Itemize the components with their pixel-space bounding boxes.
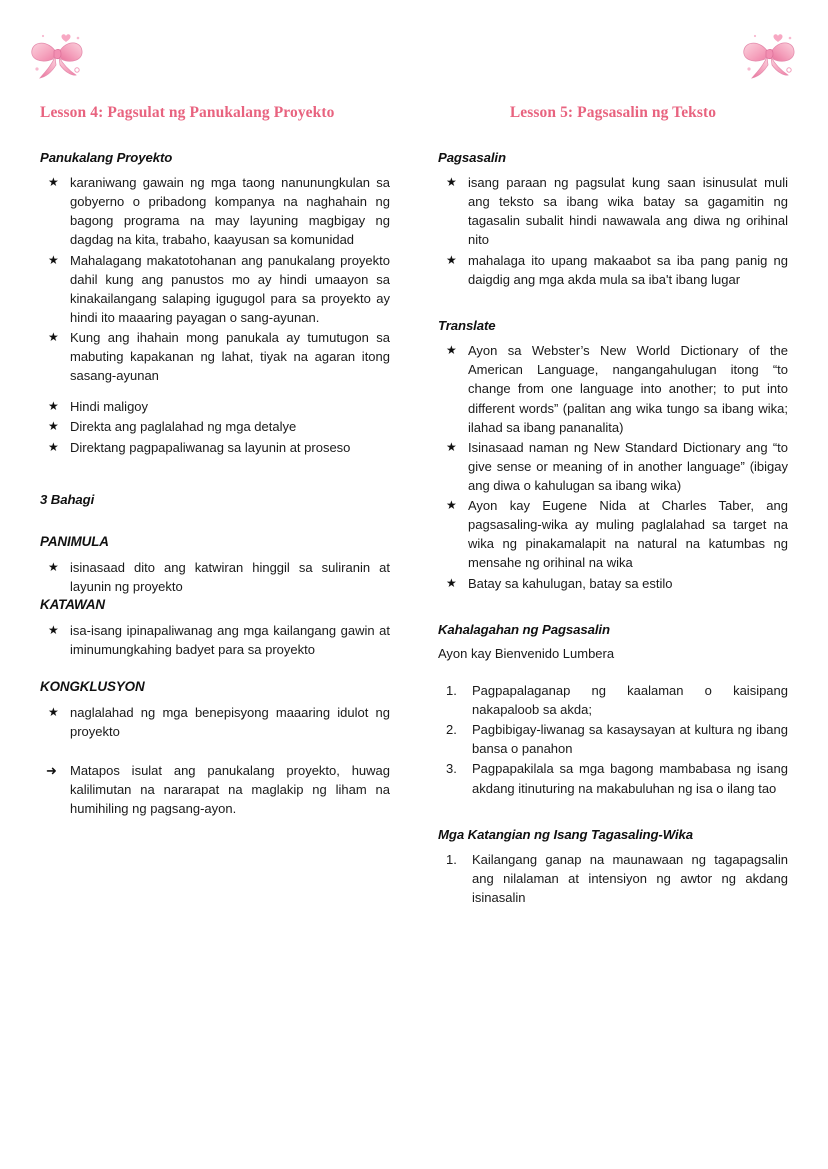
list-item: Pagpapalaganap ng kaalaman o kaisipang nakapaloob sa akda; — [472, 683, 788, 718]
spacer — [438, 799, 788, 827]
spacer — [40, 458, 390, 492]
closing-note-list — [40, 761, 390, 818]
panukalang-proyekto-bullets — [40, 173, 390, 385]
list-item: ★ Direktang pagpapaliwanag sa layunin at proseso — [40, 438, 390, 457]
heading-kongklusyon: KONGKLUSYON — [40, 679, 145, 695]
katawan-bullets — [40, 621, 390, 659]
spacer — [40, 660, 390, 679]
ribbon-bow-icon-left — [26, 26, 88, 84]
heading-mga-katangian: Mga Katangian ng Isang Tagasaling-Wika — [438, 826, 693, 842]
pagsasalin-bullets — [438, 173, 788, 289]
list-item: ★ Direkta ang paglalahad ng mga detalye — [40, 417, 390, 436]
heading-katawan: KATAWAN — [40, 597, 106, 613]
left-column — [40, 104, 390, 909]
right-column — [438, 104, 788, 909]
list-item: ★ karaniwang gawain ng mga taong nanunungkulan sa gobyerno o pribadong kompanya na naghahain ng bagong programa na may layuning magbigay ng dagdag na kita, trabaho, kaayusan sa komunidad — [40, 173, 390, 249]
list-item: ★ naglalahad ng mga benepisyong maaaring idulot ng proyekto — [40, 703, 390, 741]
panimula-bullets — [40, 558, 390, 596]
list-item: ★ Hindi maligoy — [40, 397, 390, 416]
list-item: ★ Batay sa kahulugan, batay sa estilo — [438, 574, 788, 593]
kahalagahan-numbered-list — [438, 681, 788, 798]
closing-note-item: ➜ Matapos isulat ang panukalang proyekto, huwag kalilimutan na nararapat na maglakip ng liham na humihiling ng pagsang-ayon. — [40, 761, 390, 818]
translate-bullets — [438, 341, 788, 592]
lesson-5-title: Lesson 5: Pagsasalin ng Teksto — [509, 104, 717, 121]
katangian-numbered-list — [438, 850, 788, 907]
list-item: ★ isang paraan ng pagsulat kung saan isinusulat muli ang teksto sa ibang wika batay sa gagamitin ng tagasalin subalit hindi nawawala ang diwa ng orihinal nito — [438, 173, 788, 249]
list-item: ★ isinasaad dito ang katwiran hinggil sa suliranin at layunin ng proyekto — [40, 558, 390, 596]
heading-translate: Translate — [438, 317, 496, 333]
heading-kahalagahan-ng-pagsasalin: Kahalagahan ng Pagsasalin — [438, 621, 610, 637]
list-item: ★ isa-isang ipinapaliwanag ang mga kailangang gawin at iminumungkahing badyet para sa proyekto — [40, 621, 390, 659]
heading-3-bahagi: 3 Bahagi — [40, 491, 95, 507]
lesson-4-title: Lesson 4: Pagsulat ng Panukalang Proyekto — [40, 104, 335, 121]
heading-panimula: PANIMULA — [40, 534, 109, 550]
kongklusyon-bullets — [40, 703, 390, 741]
list-item: Pagbibigay-liwanag sa kasaysayan at kultura ng ibang bansa o panahon — [472, 722, 788, 757]
heading-pagsasalin: Pagsasalin — [438, 149, 506, 165]
spacer — [438, 670, 788, 681]
list-item: Kailangang ganap na maunawaan ng tagapagsalin ang nilalaman at intensiyon ng awtor ng akdang isinasalin — [472, 852, 788, 906]
list-item: ★ Mahalagang makatotohanan ang panukalang proyekto dahil kung ang panustos mo ay hindi umaayon sa kinakailangang salaping igugugol para sa proyekto ay hindi ito maaaring payagan o sang-ayunan. — [40, 251, 390, 327]
list-item: ★ Kung ang ihahain mong panukala ay tumutugon sa mabuting kapakanan ng lahat, tiyak na agaran itong sasang-ayunan — [40, 328, 390, 385]
spacer — [40, 742, 390, 761]
spacer — [40, 515, 390, 534]
list-item: ★ mahalaga ito upang makaabot sa iba pang panig ng daigdig ang mga akda mula sa iba't ibang lugar — [438, 251, 788, 289]
ribbon-bow-icon-right — [738, 26, 800, 84]
list-item: ★ Ayon kay Eugene Nida at Charles Taber, ang pagsasaling-wika ay muling paglalahad sa target na wika ng pinakamalapit na natural na katumbas ng mensahe ng orihinal na wika — [438, 496, 788, 572]
spacer — [438, 290, 788, 318]
list-item: ★ Ayon sa Webster’s New World Dictionary of the American Language, nangangahulugan itong “to change from one language into another; to put into different words” (palitan ang wika tungo sa ibang wika; ilahad sa ibang pananalita) — [438, 341, 788, 437]
list-item: Pagpapakilala sa mga bagong mambabasa ng isang akdang itinuturing na makabuluhan ng isa o ilang tao — [472, 761, 788, 796]
heading-panukalang-proyekto: Panukalang Proyekto — [40, 149, 173, 165]
spacer — [438, 594, 788, 622]
spacer — [40, 386, 390, 397]
list-item: ★ Isinasaad naman ng New Standard Dictionary ang “to give sense or meaning of in another language” (ibigay ang diwa o kahulugan sa ibang wika) — [438, 438, 788, 495]
document-body — [0, 104, 828, 909]
attribution-lumbera: Ayon kay Bienvenido Lumbera — [438, 646, 615, 662]
panukalang-proyekto-bullets-group-2 — [40, 397, 390, 456]
